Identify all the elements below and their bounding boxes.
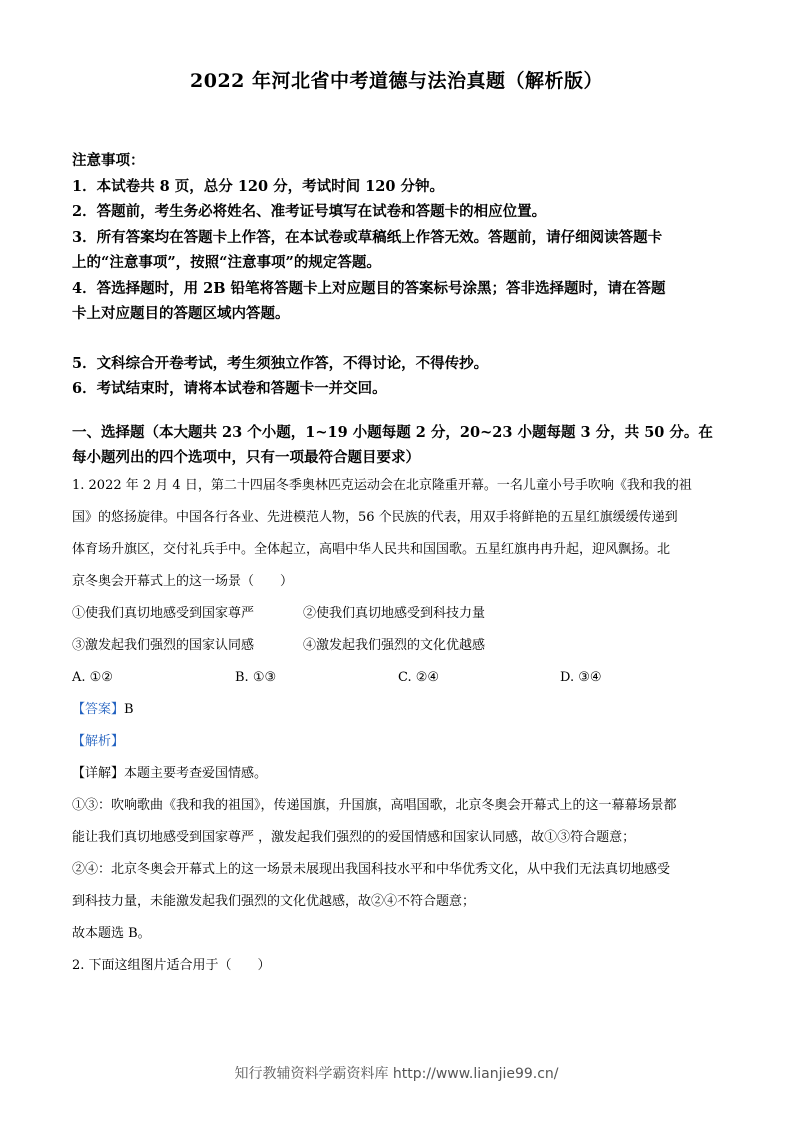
page-title: 2022 年河北省中考道德与法治真题（解析版） [190,70,603,92]
analysis-tag: 【解析】 [72,734,125,749]
detail-line [72,758,732,790]
note-line: 1．本试卷共 8 页，总分 120 分，考试时间 120 分钟。 [72,177,444,195]
explanation-line: 能让我们真切地感受到国家尊严 ，激发起我们强烈的的爱国情感和国家认同感，故①③符合题意； [72,830,636,845]
note-line: 4．答选择题时，用 2B 铅笔将答题卡上对应题目的答案标号涂黑；答非选择题时，请在答题 [72,279,666,297]
notes-heading: 注意事项： [72,152,145,169]
question-2-text: 2. 下面这组图片适合用于（ ） [72,958,271,973]
section-heading: 一、选择题（本大题共 23 个小题，1~19 小题每题 2 分，20~23 小题每题 3 分，共 50 分。在 [72,424,713,441]
statement-3: ③激发起我们强烈的国家认同感 [72,638,255,653]
spacer [72,327,732,351]
statement-4: ④激发起我们强烈的文化优越感 [303,638,486,653]
option-a: A. ①② [72,670,113,685]
note-line: 5．文科综合开卷考试，考生须独立作答，不得讨论，不得传抄。 [72,354,489,372]
explanation-line: ②④：北京冬奥会开幕式上的这一场景未展现出我国科技水平和中华优秀文化，从中我们无法真切地感受 [72,862,671,877]
question-section [72,420,732,982]
answer-tag: 【答案】 [72,702,125,717]
question-1-text: 京冬奥会开幕式上的这一场景（ ） [72,574,294,589]
section-heading: 每小题列出的四个选项中，只有一项最符合题目要求） [72,449,420,466]
explanation-line: 故本题选 B。 [72,926,151,941]
answer-line [72,694,732,726]
answer-value: B [124,702,134,717]
option-d: D. ③④ [560,670,602,685]
detail-text: 本题主要考查爱国情感。 [124,766,268,781]
note-line: 2．答题前，考生务必将姓名、准考证号填写在试卷和答题卡的相应位置。 [72,203,547,220]
note-line: 上的“注意事项”，按照“注意事项”的规定答题。 [72,254,381,271]
note-line: 3．所有答案均在答题卡上作答，在本试卷或草稿纸上作答无效。答题前，请仔细阅读答题卡 [72,228,663,246]
statement-row [72,598,732,630]
note-line: 卡上对应题目的答题区域内答题。 [72,305,290,322]
option-b: B. ①③ [235,670,277,685]
explanation-line: 到科技力量，未能激发起我们强烈的文化优越感，故②④不符合题意； [72,894,476,909]
note-line: 6．考试结束时，请将本试卷和答题卡一并交回。 [72,380,387,397]
analysis-line [72,726,732,758]
answer-options [72,662,732,694]
question-1-text: 1. 2022 年 2 月 4 日，第二十四届冬季奥林匹克运动会在北京隆重开幕。一名儿童小号手吹响《我和我的祖 [72,478,692,493]
option-c: C. ②④ [398,670,440,685]
question-1-text: 体育场升旗区，交付礼兵手中。全体起立，高唱中华人民共和国国歌。五星红旗冉冉升起，迎风飘扬。北 [72,542,671,557]
statement-1: ①使我们真切地感受到国家尊严 [72,606,255,621]
question-1-text: 国》的悠扬旋律。中国各行各业、先进模范人物，56 个民族的代表，用双手将鲜艳的五星红旗缓缓传递到 [72,510,678,525]
explanation-line: ①③：吹响歌曲《我和我的祖国》，传递国旗，升国旗，高唱国歌，北京冬奥会开幕式上的这一幕幕场景都 [72,798,677,813]
exam-notes [72,148,732,402]
detail-tag: 【详解】 [72,766,125,781]
statement-2: ②使我们真切地感受到科技力量 [303,606,486,621]
statement-row [72,630,732,662]
footer-watermark: 知行教辅资料学霸资料库 http://www.lianjie99.cn/ [234,1066,559,1082]
